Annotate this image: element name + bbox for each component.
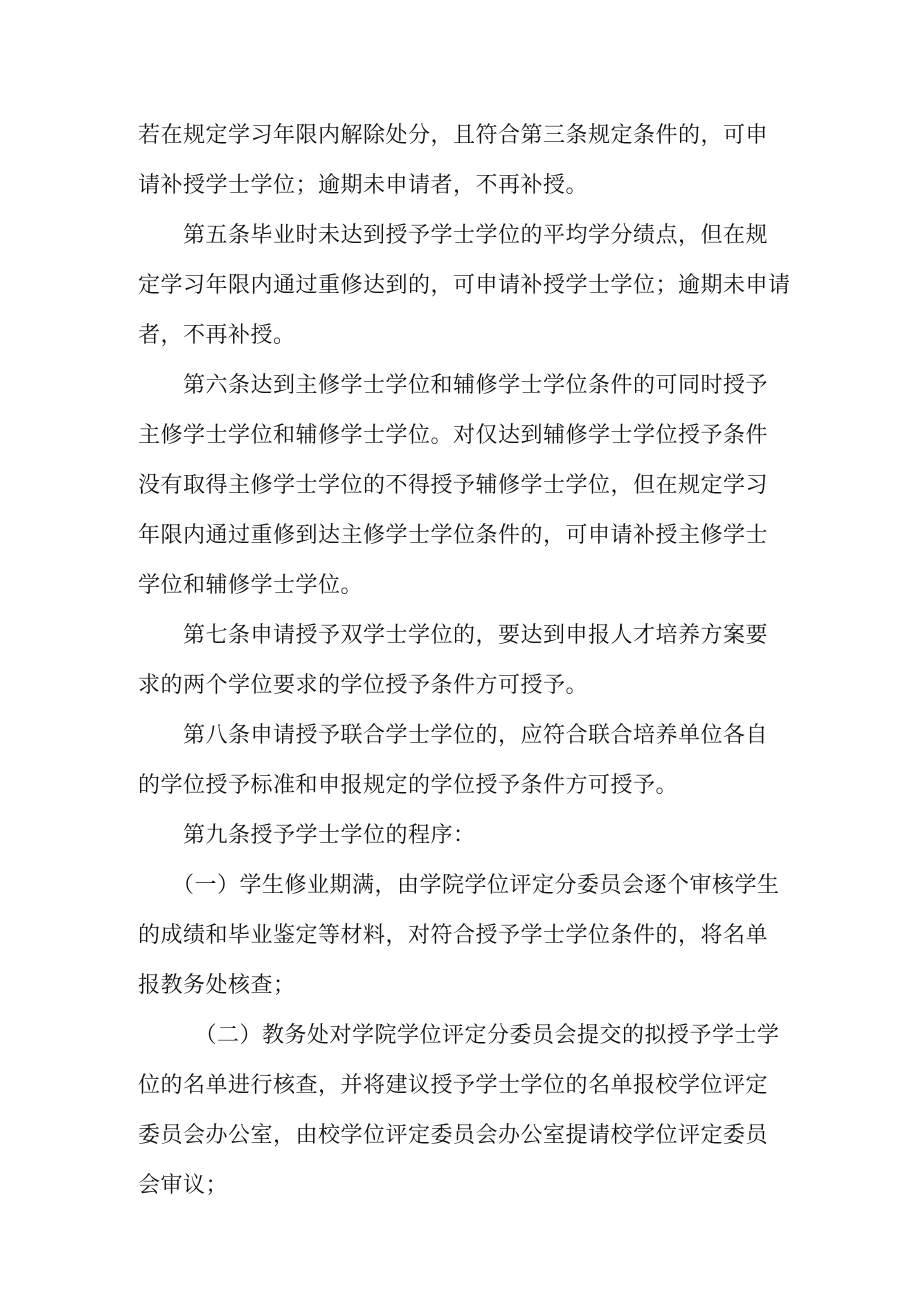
text-line: 求的两个学位要求的学位授予条件方可授予。 <box>138 673 589 698</box>
text-line: 第八条申请授予联合学士学位的，应符合联合培养单位各自 <box>138 723 769 748</box>
text-line: 主修学士学位和辅修学士学位。对仅达到辅修学士学位授予条件 <box>138 423 769 448</box>
text-line: 定学习年限内通过重修达到的，可申请补授学士学位；逾期未申请 <box>138 273 791 298</box>
text-line: 报教务处核查； <box>138 973 296 998</box>
text-line: 若在规定学习年限内解除处分，且符合第三条规定条件的，可申 <box>138 123 769 148</box>
text-line: 第九条授予学士学位的程序： <box>138 823 476 848</box>
text-line: 年限内通过重修到达主修学士学位条件的，可申请补授主修学士 <box>138 523 769 548</box>
text-line: 会审议； <box>138 1173 229 1198</box>
text-line: 第六条达到主修学士学位和辅修学士学位条件的可同时授予 <box>138 373 769 398</box>
text-line: 位的名单进行核查，并将建议授予学士学位的名单报校学位评定 <box>138 1073 769 1098</box>
text-line: 学位和辅修学士学位。 <box>138 573 364 598</box>
text-line: （二）教务处对学院学位评定分委员会提交的拟授予学士学 <box>138 1023 780 1048</box>
text-line: 者，不再补授。 <box>138 323 296 348</box>
text-line: 委员会办公室，由校学位评定委员会办公室提请校学位评定委员 <box>138 1123 769 1148</box>
text-line: 第七条申请授予双学士学位的，要达到申报人才培养方案要 <box>138 623 769 648</box>
text-line: （一）学生修业期满，由学院学位评定分委员会逐个审核学生 <box>138 873 780 898</box>
text-line: 请补授学士学位；逾期未申请者，不再补授。 <box>138 173 589 198</box>
text-line: 的学位授予标准和申报规定的学位授予条件方可授予。 <box>138 773 679 798</box>
text-line: 没有取得主修学士学位的不得授予辅修学士学位，但在规定学习 <box>138 473 769 498</box>
text-line: 的成绩和毕业鉴定等材料，对符合授予学士学位条件的，将名单 <box>138 923 769 948</box>
text-line: 第五条毕业时未达到授予学士学位的平均学分绩点，但在规 <box>138 223 769 248</box>
